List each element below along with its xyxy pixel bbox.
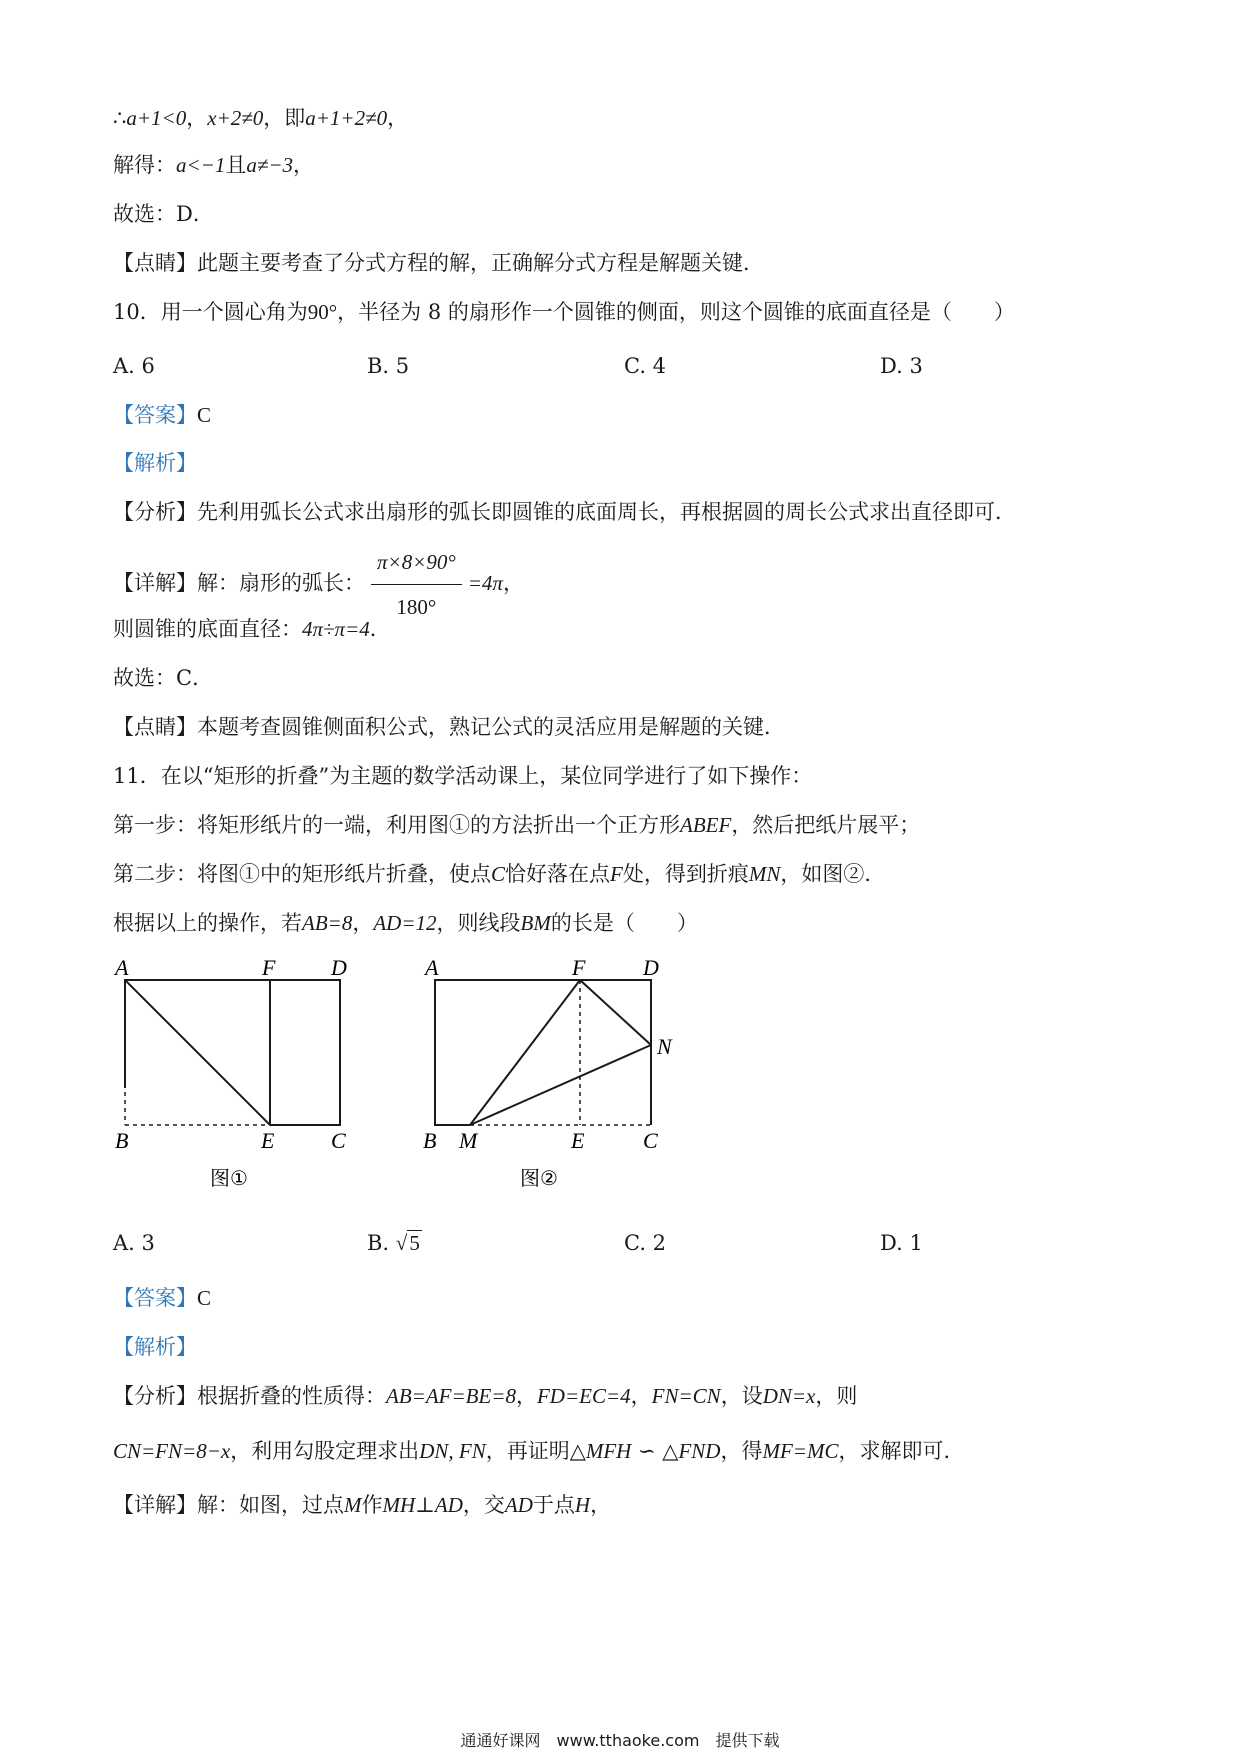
q11-answer: 【答案】C [113, 1286, 212, 1310]
q10-dianjing: 【点睛】本题考查圆锥侧面积公式，熟记公式的灵活应用是解题的关键． [113, 715, 785, 739]
dianjing-tag: 【点睛】 [113, 715, 197, 739]
q11-ask: 根据以上的操作，若AB=8，AD=12，则线段BM的长是（ ） [113, 911, 698, 935]
q11-fenxi-2: CN=FN=8−x，利用勾股定理求出DN, FN，再证明△MFH ∽ △FND，得MF=MC，求解即可． [113, 1439, 965, 1463]
q10-option-b: B. 5 [367, 354, 410, 378]
fig2-outline [435, 980, 651, 1125]
q11-option-d: D. 1 [880, 1231, 923, 1255]
math-expr: 90° [307, 300, 338, 324]
figure-1 [105, 955, 365, 1205]
math-expr: a+1+2≠0 [305, 106, 388, 130]
fig2-label-c: C [643, 1128, 658, 1153]
fig1-caption: 图① [210, 1166, 248, 1190]
fig2-label-f: F [572, 955, 586, 980]
q11-detail: 【详解】解：如图，过点M作MH⊥AD，交AD于点H， [113, 1493, 612, 1517]
fig2-label-n: N [657, 1034, 672, 1059]
fig1-label-e: E [261, 1128, 275, 1153]
q11-stem: 11．在以“矩形的折叠”为主题的数学活动课上，某位同学进行了如下操作： [113, 764, 813, 788]
fig1-outline [125, 980, 340, 1125]
answer-tag: 【答案】 [113, 1286, 197, 1310]
q11-analysis-tag: 【解析】 [113, 1335, 197, 1359]
q10-detail: 【详解】解：扇形的弧长： $\frac{\pi\times 8\times 90^\circ}{180^\circ}$ =4π， [113, 542, 524, 627]
prev-choose: 故选：D． [113, 202, 214, 226]
q10-analysis-tag: 【解析】 [113, 451, 197, 475]
math-expr: a+1<0 [126, 106, 187, 130]
q10-stem: 10．用一个圆心角为90°，半径为 8 的扇形作一个圆锥的侧面，则这个圆锥的底面直径是（ ） [113, 300, 1015, 324]
q10-detail-2: 则圆锥的底面直径：4π÷π=4． [113, 617, 391, 641]
q10-option-d: D. 3 [880, 354, 923, 378]
fig2-label-a: A [425, 955, 439, 980]
q11-fenxi-1: 【分析】根据折叠的性质得：AB=AF=BE=8，FD=EC=4，FN=CN，设DN=x，则 [113, 1384, 858, 1408]
math-expr: a≠−3 [246, 153, 294, 177]
fig1-label-f: F [262, 955, 276, 980]
q11-option-c: C. 2 [624, 1231, 667, 1255]
prev-dianjing: 【点睛】此题主要考查了分式方程的解，正确解分式方程是解题关键． [113, 251, 764, 275]
fig1-label-b: B [115, 1128, 129, 1153]
q11-step-2: 第二步：将图①中的矩形纸片折叠，使点C恰好落在点F处，得到折痕MN，如图②． [113, 862, 886, 886]
math-expr: =4π [467, 571, 503, 595]
fig2-label-d: D [643, 955, 659, 980]
detail-tag: 【详解】 [113, 571, 197, 595]
q10-choose: 故选：C． [113, 666, 214, 690]
fenxi-tag: 【分析】 [113, 1384, 197, 1408]
q11-option-b: B. √5 [367, 1231, 420, 1255]
q10-fenxi: 【分析】先利用弧长公式求出扇形的弧长即圆锥的底面周长，再根据圆的周长公式求出直径即可． [113, 500, 1016, 524]
q10-answer: 【答案】C [113, 403, 212, 427]
sqrt-expr: √5 [395, 1231, 420, 1255]
fig1-label-d: D [331, 955, 347, 980]
prev-line-2: 解得：a<−1且a≠−3， [113, 153, 315, 177]
prev-line-1: ∴a+1<0，x+2≠0，即a+1+2≠0， [113, 106, 409, 130]
arc-length-fraction: $\frac{\pi\times 8\times 90^\circ}{180^\circ}$ [371, 542, 462, 627]
fig1-label-c: C [331, 1128, 346, 1153]
q11-option-a: A. 3 [113, 1231, 155, 1255]
figure-2 [415, 955, 685, 1205]
fig2-caption: 图② [520, 1166, 558, 1190]
fenxi-tag: 【分析】 [113, 500, 197, 524]
fig2-label-b: B [423, 1128, 437, 1153]
math-expr: x+2≠0 [207, 106, 264, 130]
math-expr: a<−1 [176, 153, 226, 177]
fig2-label-m: M [459, 1128, 478, 1153]
q11-step-1: 第一步：将矩形纸片的一端，利用图①的方法折出一个正方形ABEF，然后把纸片展平； [113, 813, 921, 837]
detail-tag: 【详解】 [113, 1493, 197, 1517]
page-footer: 通通好课网 www.tthaoke.com 提供下载 [460, 1731, 780, 1750]
answer-tag: 【答案】 [113, 403, 197, 427]
dianjing-tag: 【点睛】 [113, 251, 197, 275]
fig2-crease-mn [470, 1045, 651, 1125]
fig2-label-e: E [571, 1128, 585, 1153]
fig1-fold-ae [125, 980, 270, 1125]
fig2-segment-mf [470, 980, 580, 1125]
fig2-segment-fn [580, 980, 651, 1045]
math-expr: 4π÷π=4 [302, 617, 370, 641]
q10-option-a: A. 6 [113, 354, 155, 378]
fig1-label-a: A [115, 955, 129, 980]
q10-option-c: C. 4 [624, 354, 667, 378]
